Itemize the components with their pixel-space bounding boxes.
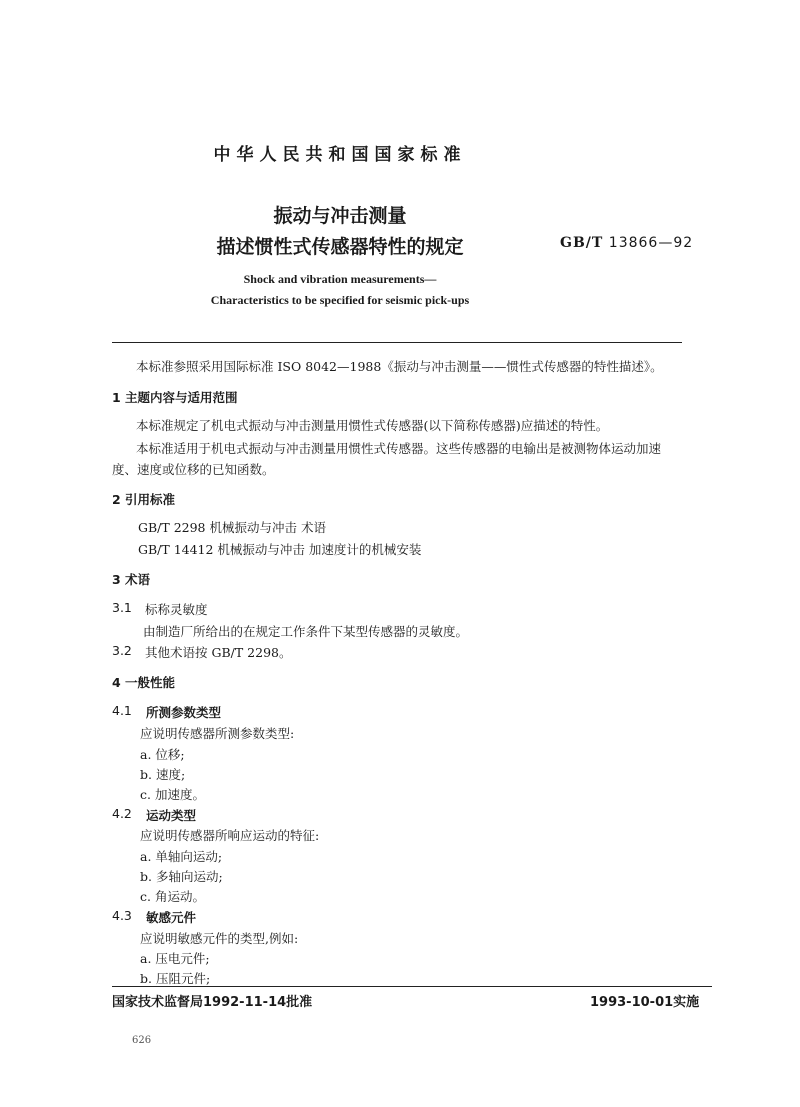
list-item: b. 速度; — [140, 767, 186, 782]
list-item: a. 单轴向运动; — [140, 849, 223, 864]
list-item: a. 位移; — [140, 747, 185, 762]
list-item: c. 角运动。 — [140, 889, 205, 904]
clause-4-1-text: 应说明传感器所测参数类型: — [140, 726, 295, 741]
header-divider — [112, 342, 682, 343]
list-item: c. 加速度。 — [140, 787, 205, 802]
document-title-line1: 振动与冲击测量 — [273, 205, 407, 227]
clause-4-1-title: 所测参数类型 — [146, 705, 222, 720]
clause-4-3-text: 应说明敏感元件的类型,例如: — [140, 931, 299, 946]
clause-4-2-title: 运动类型 — [146, 808, 197, 823]
approval-date: 国家技术监督局1992-11-14批准 — [112, 995, 313, 1010]
clause-4-3-number: 4.3 — [112, 908, 132, 923]
clause-3-2-text: 其他术语按 GB/T 2298。 — [145, 645, 292, 660]
clause-3-1-number: 3.1 — [112, 600, 132, 615]
document-title-line2: 描述惯性式传感器特性的规定 — [216, 236, 464, 258]
english-title-line2: Characteristics to be specified for seismic pick-ups — [210, 293, 470, 307]
reference-item-2: GB/T 14412 机械振动与冲击 加速度计的机械安装 — [138, 542, 422, 557]
intro-paragraph: 本标准参照采用国际标准 ISO 8042—1988《振动与冲击测量——惯性式传感器的特性描述》。 — [136, 359, 663, 374]
section1-paragraph2-line1: 本标准适用于机电式振动与冲击测量用惯性式传感器。这些传感器的电输出是被测物体运动加速 — [136, 441, 662, 456]
section1-paragraph1: 本标准规定了机电式振动与冲击测量用惯性式传感器(以下简称传感器)应描述的特性。 — [136, 418, 609, 433]
clause-3-2-number: 3.2 — [112, 643, 132, 658]
issuing-organization: 中华人民共和国国家标准 — [213, 145, 467, 165]
clause-3-1-text: 由制造厂所给出的在规定工作条件下某型传感器的灵敏度。 — [143, 624, 469, 639]
section1-heading: 1 主题内容与适用范围 — [112, 390, 238, 405]
page-number: 626 — [132, 1035, 152, 1046]
list-item: a. 压电元件; — [140, 951, 210, 966]
clause-4-2-number: 4.2 — [112, 806, 132, 821]
section2-heading: 2 引用标准 — [112, 492, 176, 507]
reference-item-1: GB/T 2298 机械振动与冲击 术语 — [138, 520, 326, 535]
section1-paragraph2-line2: 度、速度或位移的已知函数。 — [112, 462, 275, 477]
section4-heading: 4 一般性能 — [112, 675, 176, 690]
footer-divider — [112, 986, 712, 987]
clause-3-1-title: 标称灵敏度 — [145, 602, 208, 617]
effective-date: 1993-10-01实施 — [590, 995, 700, 1010]
standard-code-number: 13866—92 — [608, 235, 694, 251]
english-title-line1: Shock and vibration measurements— — [243, 272, 437, 286]
section3-heading: 3 术语 — [112, 572, 151, 587]
list-item: b. 压阻元件; — [140, 971, 211, 986]
clause-4-1-number: 4.1 — [112, 703, 132, 718]
list-item: b. 多轴向运动; — [140, 869, 223, 884]
clause-4-3-title: 敏感元件 — [146, 910, 197, 925]
standard-code-prefix: GB/T — [560, 235, 604, 251]
standard-code — [560, 235, 693, 251]
clause-4-2-text: 应说明传感器所响应运动的特征: — [140, 828, 320, 843]
